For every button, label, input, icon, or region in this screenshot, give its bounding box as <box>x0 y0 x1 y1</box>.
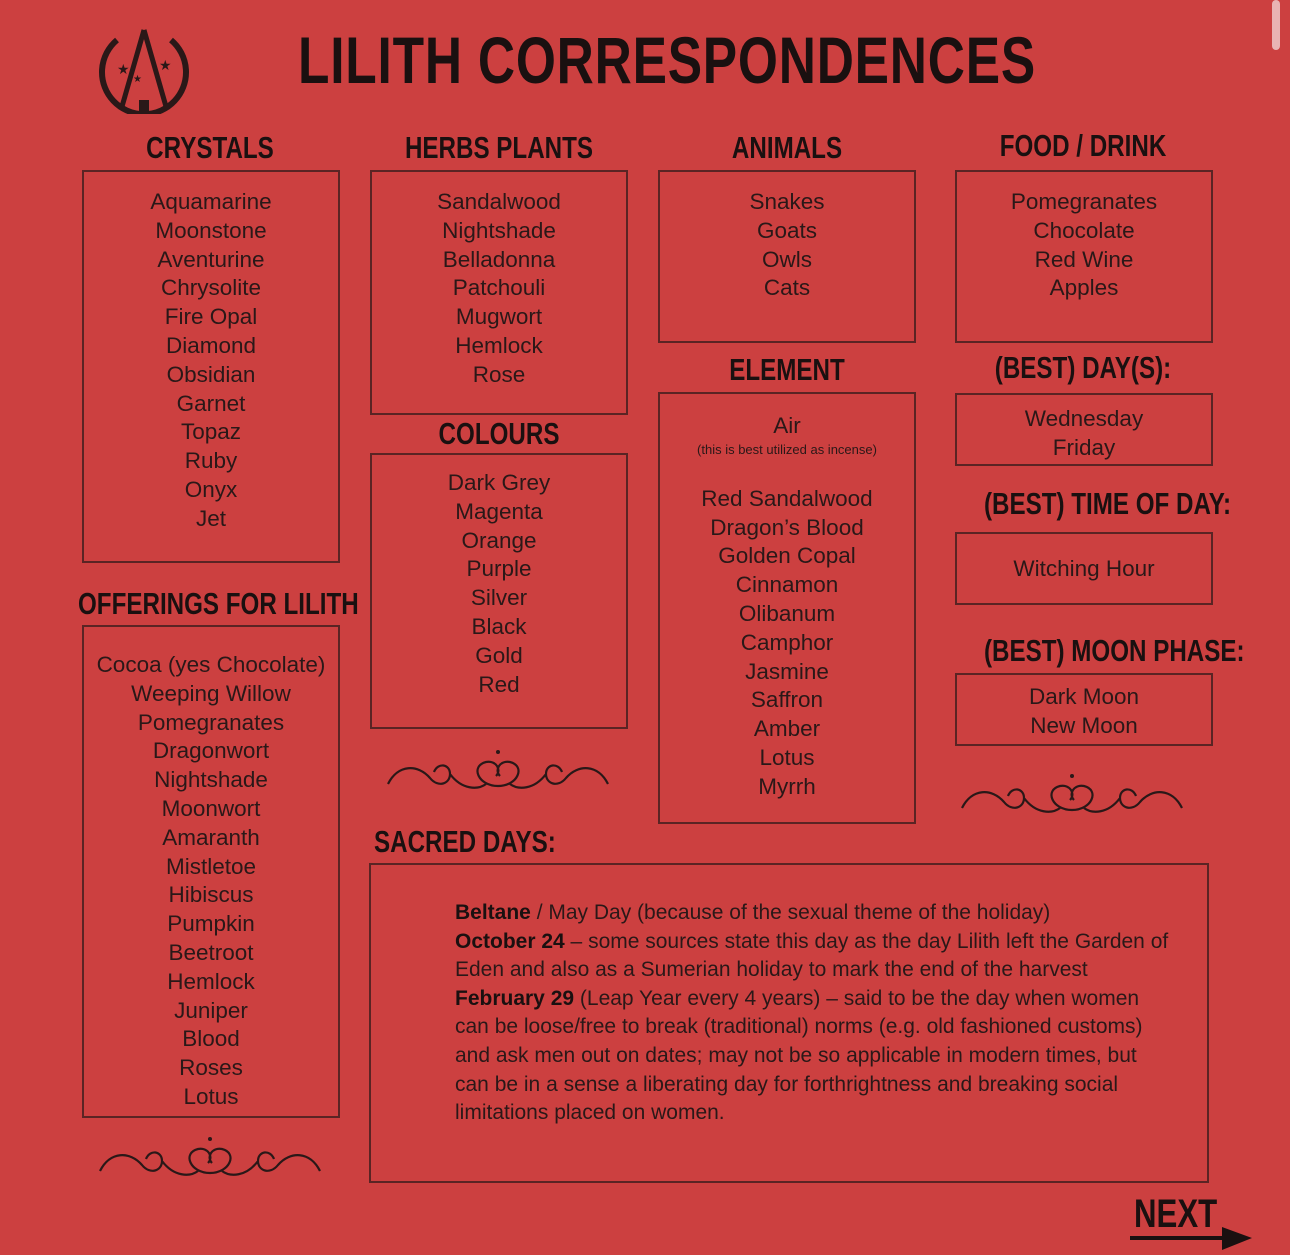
list-item: Amaranth <box>162 824 260 850</box>
list-item: Rose <box>472 361 526 387</box>
list-item: Blood <box>182 1026 240 1052</box>
svg-text:★: ★ <box>133 74 142 85</box>
offerings-box <box>82 625 340 1118</box>
sacred-days-text <box>455 899 1175 1128</box>
herbs-list <box>372 172 626 390</box>
food-box <box>955 170 1213 343</box>
colours-heading: COLOURS <box>438 416 560 451</box>
list-item: Owls <box>762 246 812 272</box>
crystals-box <box>82 170 340 563</box>
list-item: Weeping Willow <box>131 680 291 706</box>
list-item: Nightshade <box>154 767 268 793</box>
list-item: Dark Grey <box>447 470 551 495</box>
colours-box <box>370 453 628 729</box>
flourish-divider <box>90 1133 330 1183</box>
list-item: Hibiscus <box>168 882 254 908</box>
list-item: Wednesday <box>1024 406 1144 431</box>
list-item: Nightshade <box>442 217 556 243</box>
list-item: Onyx <box>184 476 238 502</box>
element-name: Air <box>773 413 801 438</box>
list-item: Beetroot <box>168 939 254 965</box>
page-title: LILITH CORRESPONDENCES <box>298 23 1036 97</box>
crystals-heading: CRYSTALS <box>146 130 274 165</box>
list-item: Sandalwood <box>437 189 561 214</box>
list-item: Belladonna <box>442 246 556 272</box>
element-note: (this is best utilized as incense) <box>697 441 877 457</box>
list-item: Hemlock <box>167 968 255 994</box>
moon-phase-list <box>957 675 1211 741</box>
list-item: Myrrh <box>758 773 816 799</box>
list-item: Dragon’s Blood <box>710 514 864 540</box>
element-box <box>658 392 916 824</box>
list-item: Snakes <box>749 189 825 214</box>
list-item: Pumpkin <box>167 911 255 937</box>
list-item: Roses <box>179 1055 243 1081</box>
best-days-list <box>957 395 1211 463</box>
flourish-divider <box>378 746 618 796</box>
list-item: Hemlock <box>455 332 543 358</box>
offerings-heading: OFFERINGS FOR LILITH <box>78 586 359 621</box>
list-item: Mugwort <box>455 304 543 330</box>
list-item: Jasmine <box>745 658 829 684</box>
animals-box <box>658 170 916 343</box>
arrow-right-icon <box>1130 1226 1255 1252</box>
sacred-days-heading: SACRED DAYS: <box>374 824 556 859</box>
logo-icon <box>93 22 195 114</box>
list-item: Diamond <box>165 332 257 358</box>
list-item: Jet <box>195 505 226 531</box>
colours-list <box>372 455 626 699</box>
list-item: Orange <box>461 527 537 553</box>
list-item: Red Wine <box>1034 246 1134 272</box>
list-item: Cats <box>763 275 811 301</box>
best-days-heading: (BEST) DAY(S): <box>994 350 1172 385</box>
herbs-box <box>370 170 628 415</box>
list-item: Silver <box>470 585 528 611</box>
list-item: New Moon <box>1030 712 1138 738</box>
list-item: Apples <box>1049 275 1119 301</box>
element-list <box>660 459 914 802</box>
list-item: Aquamarine <box>150 189 272 214</box>
offerings-list <box>84 627 338 1112</box>
sacred-entry-1: October 24 – some sources state this day as the day Lilith left the Garden of Eden and also as a Sumerian holiday to mark the end of the harvest <box>455 929 1169 982</box>
food-heading: FOOD / DRINK <box>999 128 1167 163</box>
svg-text:★: ★ <box>159 57 172 73</box>
time-of-day-box <box>955 532 1213 605</box>
list-item: Olibanum <box>738 600 836 626</box>
time-of-day-heading: (BEST) TIME OF DAY: <box>983 486 1232 521</box>
animals-list <box>660 172 914 303</box>
list-item: Cocoa (yes Chocolate) <box>96 652 326 677</box>
sacred-entry-2: February 29 (Leap Year every 4 years) – said to be the day when women can be loose/free to break (traditional) norms (e.g. old fashioned customs) and ask men out on dates; may not be so applicable in modern times, but can be in a sense a liberating day for forthrightness and breaking social limitations placed on women. <box>455 986 1143 1125</box>
list-item: Mistletoe <box>165 853 257 879</box>
list-item: Patchouli <box>452 275 546 301</box>
list-item: Moonstone <box>155 217 267 243</box>
list-item: Pomegranates <box>1010 189 1158 214</box>
list-item: Chrysolite <box>160 275 262 301</box>
list-item: Moonwort <box>161 795 261 821</box>
list-item: Saffron <box>750 687 824 713</box>
list-item: Juniper <box>174 997 248 1023</box>
list-item: Golden Copal <box>718 543 856 569</box>
list-item: Pomegranates <box>137 709 285 735</box>
next-button[interactable] <box>1130 1192 1260 1252</box>
svg-text:★: ★ <box>117 61 130 77</box>
time-of-day-value: Witching Hour <box>1013 556 1155 581</box>
element-heading: ELEMENT <box>729 352 845 387</box>
list-item: Gold <box>475 642 523 668</box>
food-list <box>957 172 1211 303</box>
list-item: Cinnamon <box>735 572 839 598</box>
list-item: Lotus <box>183 1083 239 1109</box>
crystals-list <box>84 172 338 534</box>
list-item: Amber <box>753 716 821 742</box>
sacred-days-box <box>369 863 1209 1183</box>
list-item: Purple <box>466 556 532 582</box>
list-item: Aventurine <box>157 246 265 272</box>
moon-phase-heading: (BEST) MOON PHASE: <box>983 633 1245 668</box>
list-item: Dark Moon <box>1028 684 1140 709</box>
list-item: Garnet <box>176 390 246 416</box>
list-item: Friday <box>1052 434 1116 460</box>
herbs-heading: HERBS PLANTS <box>404 130 594 165</box>
list-item: Red <box>478 671 520 697</box>
next-label: NEXT <box>1134 1192 1218 1236</box>
list-item: Obsidian <box>166 361 256 387</box>
animals-heading: ANIMALS <box>731 130 843 165</box>
list-item: Chocolate <box>1033 217 1135 243</box>
list-item: Magenta <box>455 498 543 524</box>
flourish-divider <box>952 770 1192 820</box>
scrollbar[interactable] <box>1272 0 1280 50</box>
list-item: Camphor <box>740 629 834 655</box>
list-item: Red Sandalwood <box>701 485 873 511</box>
moon-phase-box <box>955 673 1213 746</box>
best-days-box <box>955 393 1213 466</box>
sacred-entry-0: Beltane / May Day (because of the sexual theme of the holiday) <box>455 901 1051 924</box>
list-item: Lotus <box>759 744 815 770</box>
list-item: Fire Opal <box>164 304 258 330</box>
list-item: Black <box>471 613 527 639</box>
list-item: Goats <box>756 217 818 243</box>
list-item: Topaz <box>180 419 242 445</box>
list-item: Ruby <box>184 448 238 474</box>
list-item: Dragonwort <box>152 738 270 764</box>
